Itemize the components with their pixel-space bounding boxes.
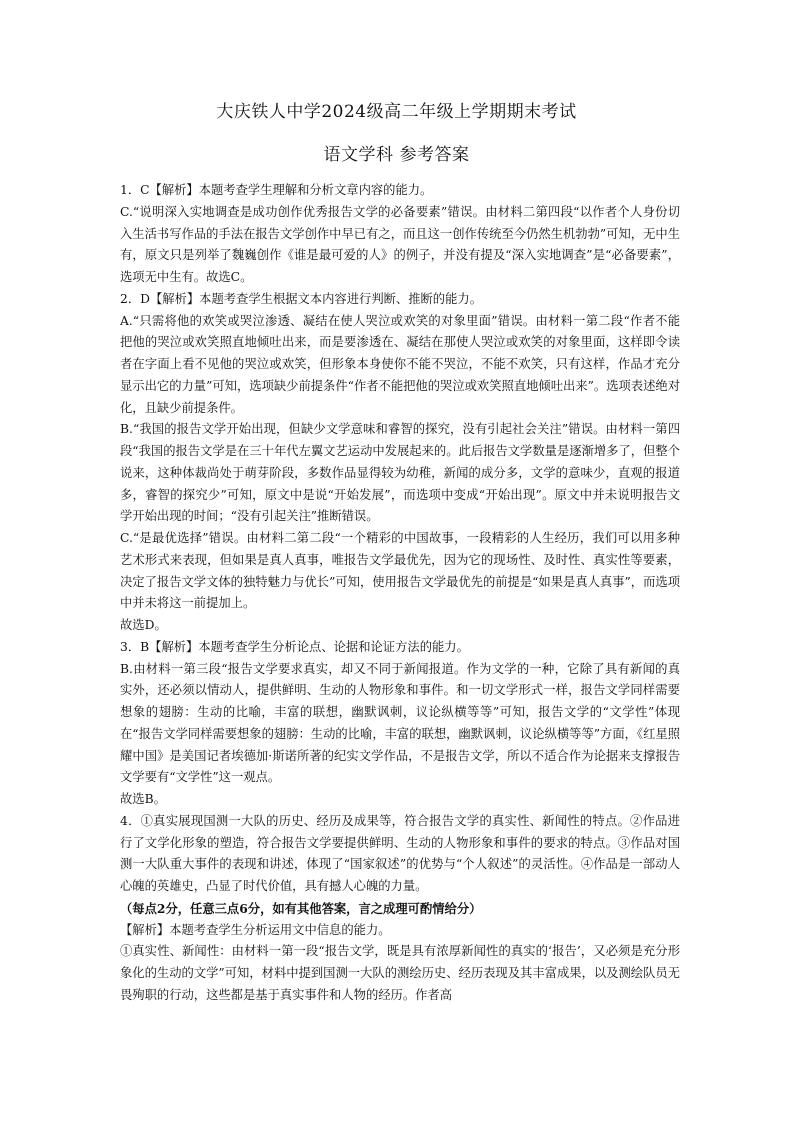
exam-subtitle: 语文学科 参考答案	[323, 145, 470, 165]
paragraph-q2-option-c: C.“是最优选择”错误。由材料二第二段“一个精彩的中国故事，一段精彩的人生经历，我们可以用多种艺术形式来表现，但如果是真人真事，唯报告文学最优先，因为它的现场性、及时性、真实性等要素，决定了报告文学文体的独特魅力与优长”可知，使用报告文学最优先的前提是“如果是真人真事”，而选项中并未将这一前提加上。	[120, 531, 680, 611]
paragraph-q2-option-a: A.“只需将他的欢笑或哭泣渗透、凝结在使人哭泣或欢笑的对象里面”错误。由材料一第二段“作者不能把他的哭泣或欢笑照直地倾吐出来，而是要渗透在、凝结在那使人哭泣或欢笑的对象里面，这样即令读者在字面上看不见他的哭泣或欢笑，但形象本身使你不能不哭泣，不能不欢笑，只有这样，作品才充分显示出它的力量”可知，选项缺少前提条件“作者不能把他的哭泣或欢笑照直地倾吐出来”。选项表述绝对化，且缺少前提条件。	[120, 313, 680, 415]
paragraph-q2-option-b: B.“我国的报告文学开始出现，但缺少文学意味和睿智的探究，没有引起社会关注”错误。由材料一第四段“我国的报告文学是在三十年代左翼文艺运动中发展起来的。此后报告文学数量是逐渐增多了，但整个说来，这种体裁尚处于萌芽阶段，多数作品显得较为幼稚，新闻的成分多，文学的意味少，直观的报道多，睿智的探究少”可知，原文中是说“开始发展”，而选项中变成“开始出现”。原文中并未说明报告文学开始出现的时间；“没有引起关注”推断错误。	[120, 422, 680, 524]
paragraph-q4-analysis-1: ①真实性、新闻性：由材料一第一段“报告文学，既是具有浓厚新闻性的真实的‘报告’，又必须是充分形象化的生动的文学”可知，材料中提到国测一大队的测绘历史、经历表现及其丰富成果，以及测绘队员无畏殉职的行动，这些都是基于真实事件和人物的经历。作者高	[120, 944, 680, 1002]
paragraph-q4-analysis-header: 【解析】本题考查学生分析运用文中信息的能力。	[120, 922, 391, 937]
paragraph-q3-conclusion: 故选B。	[120, 792, 166, 806]
paragraph-q3-option-b: B.由材料一第三段“报告文学要求真实，却又不同于新闻报道。作为文学的一种，它除了具有新闻的真实外，还必须以情动人，提供鲜明、生动的人物形象和事件。和一切文学形式一样，报告文学同样需要想象的翅膀：生动的比喻，丰富的联想，幽默讽刺，议论纵横等等”可知，报告文学的“文学性”体现在“报告文学同样需要想象的翅膀：生动的比喻，丰富的联想，幽默讽刺，议论纵横等等”方面，《红星照耀中国》是美国记者埃德加·斯诺所著的纪实文学作品，不是报告文学，所以不适合作为论据来支撑报告文学要有“文学性”这一观点。	[120, 661, 680, 785]
paragraph-q4-scoring: （每点2分，任意三点6分，如有其他答案，言之成理可酌情给分）	[120, 900, 482, 916]
paragraph-q4-answer: 4．①真实展现国测一大队的历史、经历及成果等，符合报告文学的真实性、新闻性的特点。②作品进行了文学化形象的塑造，符合报告文学要提供鲜明、生动的人物形象和事件的要求的特点。③作品对国测一大队重大事件的表现和讲述，体现了“国家叙述”的优势与“个人叙述”的灵活性。④作品是一部动人心魄的英雄史，凸显了时代价值，具有撼人心魄的力量。	[120, 813, 680, 893]
exam-title: 大庆铁人中学2024级高二年级上学期期末考试	[216, 102, 577, 122]
paragraph-q2-header: 2．D【解析】本题考查学生根据文本内容进行判断、推断的能力。	[120, 291, 482, 306]
paragraph-q1-option-c: C.“说明深入实地调查是成功创作优秀报告文学的必备要素”错误。由材料二第四段“以作者个人身份切入生活书写作品的手法在报告文学创作中早已有之，而且这一创作传统至今仍然生机勃勃”可知，无中生有，原文只是列举了魏巍创作《谁是最可爱的人》的例子，并没有提及“深入实地调查”是“必备要素”，选项无中生有。故选C。	[120, 204, 680, 284]
paragraph-q2-conclusion: 故选D。	[120, 618, 167, 632]
paragraph-q3-header: 3．B【解析】本题考查学生分析论点、论据和论证方法的能力。	[120, 639, 469, 654]
answer-body	[120, 180, 680, 1007]
paragraph-q1-header: 1．C【解析】本题考查学生理解和分析文章内容的能力。	[120, 183, 433, 197]
